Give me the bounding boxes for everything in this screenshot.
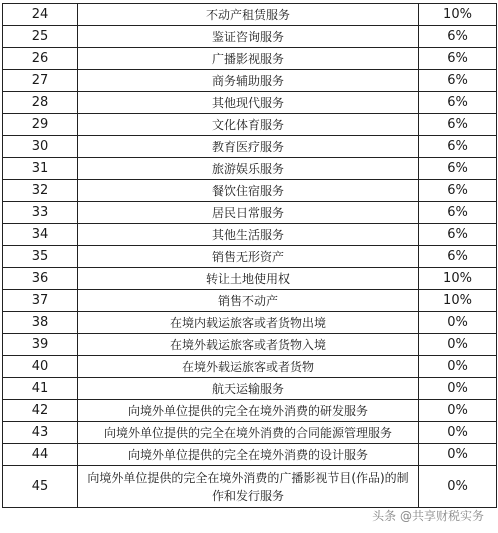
watermark: 头条 @共享财税实务 [372,509,484,523]
service-item: 居民日常服务 [78,202,419,224]
row-number: 39 [3,334,78,356]
service-item: 其他生活服务 [78,224,419,246]
service-item: 向境外单位提供的完全在境外消费的研发服务 [78,400,419,422]
service-item: 商务辅助服务 [78,70,419,92]
service-item: 不动产租赁服务 [78,4,419,26]
service-item: 向境外单位提供的完全在境外消费的广播影视节目(作品)的制作和发行服务 [78,466,419,508]
table-row [3,92,497,114]
tax-rate: 6% [419,92,497,114]
service-item: 销售无形资产 [78,246,419,268]
service-item: 向境外单位提供的完全在境外消费的合同能源管理服务 [78,422,419,444]
tax-rate: 0% [419,334,497,356]
row-number: 41 [3,378,78,400]
tax-rate-table [2,3,497,508]
table-row [3,48,497,70]
service-item: 销售不动产 [78,290,419,312]
row-number: 31 [3,158,78,180]
tax-rate: 6% [419,26,497,48]
tax-rate: 0% [419,444,497,466]
tax-rate: 10% [419,4,497,26]
row-number: 33 [3,202,78,224]
service-item: 其他现代服务 [78,92,419,114]
row-number: 35 [3,246,78,268]
tax-rate: 0% [419,400,497,422]
table-row [3,246,497,268]
tax-rate: 6% [419,136,497,158]
row-number: 37 [3,290,78,312]
tax-rate: 6% [419,246,497,268]
service-item: 旅游娱乐服务 [78,158,419,180]
table-row [3,400,497,422]
table-row [3,114,497,136]
row-number: 29 [3,114,78,136]
row-number: 44 [3,444,78,466]
table-row [3,26,497,48]
service-item: 在境内载运旅客或者货物出境 [78,312,419,334]
service-item: 广播影视服务 [78,48,419,70]
row-number: 36 [3,268,78,290]
table-row [3,4,497,26]
service-item: 转让土地使用权 [78,268,419,290]
service-item: 向境外单位提供的完全在境外消费的设计服务 [78,444,419,466]
table-row [3,70,497,92]
service-item: 鉴证咨询服务 [78,26,419,48]
table-row [3,202,497,224]
tax-rate: 6% [419,114,497,136]
table-row [3,224,497,246]
row-number: 28 [3,92,78,114]
table-row [3,378,497,400]
row-number: 27 [3,70,78,92]
table-row [3,356,497,378]
table-row [3,136,497,158]
table-row [3,290,497,312]
table-row [3,444,497,466]
table-row [3,422,497,444]
tax-rate: 0% [419,422,497,444]
service-item: 餐饮住宿服务 [78,180,419,202]
row-number: 45 [3,466,78,508]
table-row [3,158,497,180]
table-row [3,180,497,202]
tax-rate: 10% [419,268,497,290]
row-number: 38 [3,312,78,334]
tax-rate: 0% [419,466,497,508]
row-number: 40 [3,356,78,378]
row-number: 42 [3,400,78,422]
service-item: 在境外载运旅客或者货物入境 [78,334,419,356]
table-row [3,312,497,334]
tax-rate: 6% [419,70,497,92]
row-number: 34 [3,224,78,246]
tax-rate: 6% [419,180,497,202]
service-item: 教育医疗服务 [78,136,419,158]
service-item: 文化体育服务 [78,114,419,136]
tax-rate: 0% [419,378,497,400]
tax-rate: 0% [419,312,497,334]
tax-rate: 6% [419,48,497,70]
service-item: 航天运输服务 [78,378,419,400]
table-row [3,268,497,290]
tax-rate: 6% [419,224,497,246]
row-number: 43 [3,422,78,444]
tax-rate: 0% [419,356,497,378]
row-number: 26 [3,48,78,70]
tax-rate: 10% [419,290,497,312]
row-number: 30 [3,136,78,158]
table-row [3,334,497,356]
row-number: 24 [3,4,78,26]
table-row [3,466,497,508]
tax-rate: 6% [419,158,497,180]
row-number: 32 [3,180,78,202]
tax-rate-table-body [3,4,497,508]
service-item: 在境外载运旅客或者货物 [78,356,419,378]
tax-rate: 6% [419,202,497,224]
row-number: 25 [3,26,78,48]
